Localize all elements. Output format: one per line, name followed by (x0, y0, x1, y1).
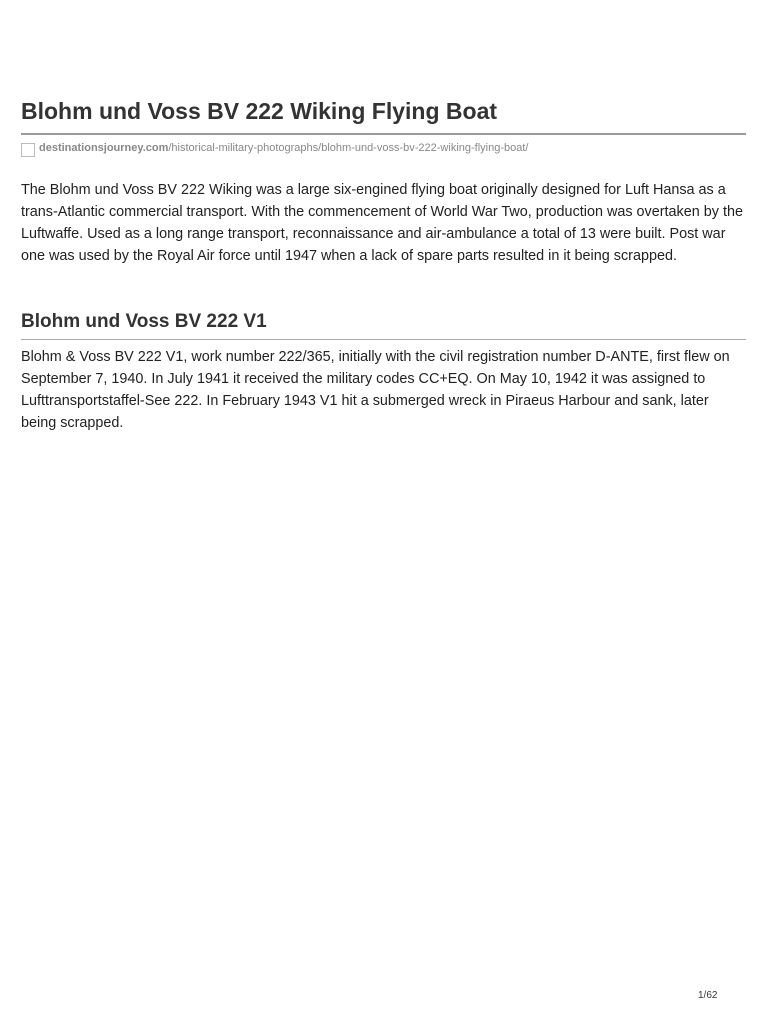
page-number: 1/62 (698, 990, 718, 1001)
section-heading: Blohm und Voss BV 222 V1 (21, 311, 267, 332)
source-domain[interactable]: destinationsjourney.com (39, 142, 169, 154)
favicon-icon (21, 143, 35, 157)
intro-paragraph: The Blohm und Voss BV 222 Wiking was a large six-engined flying boat originally designed for Luft Hansa as a trans-Atlantic commercial transport. With the commencement of World War Two, production was overtaken by the Luftwaffe. Used as a long range transport, reconnaissance and air-ambulance a total of 13 were built. Post war one was used by the Royal Air force until 1947 when a lack of spare parts resulted in it being scrapped. (21, 182, 743, 264)
source-link[interactable] (21, 139, 746, 157)
section-paragraph: Blohm & Voss BV 222 V1, work number 222/365, initially with the civil registration number D-ANTE, first flew on September 7, 1940. In July 1941 it received the military codes CC+EQ. On May 10, 1942 it was assigned to Lufttransportstaffel-See 222. In February 1943 V1 hit a submerged wreck in Piraeus Harbour and sank, later being scrapped. (21, 349, 730, 431)
page-title: Blohm und Voss BV 222 Wiking Flying Boat (21, 98, 498, 124)
section-divider (21, 339, 746, 340)
source-path[interactable]: /historical-military-photographs/blohm-und-voss-bv-222-wiking-flying-boat/ (168, 142, 529, 154)
title-divider (21, 133, 746, 135)
